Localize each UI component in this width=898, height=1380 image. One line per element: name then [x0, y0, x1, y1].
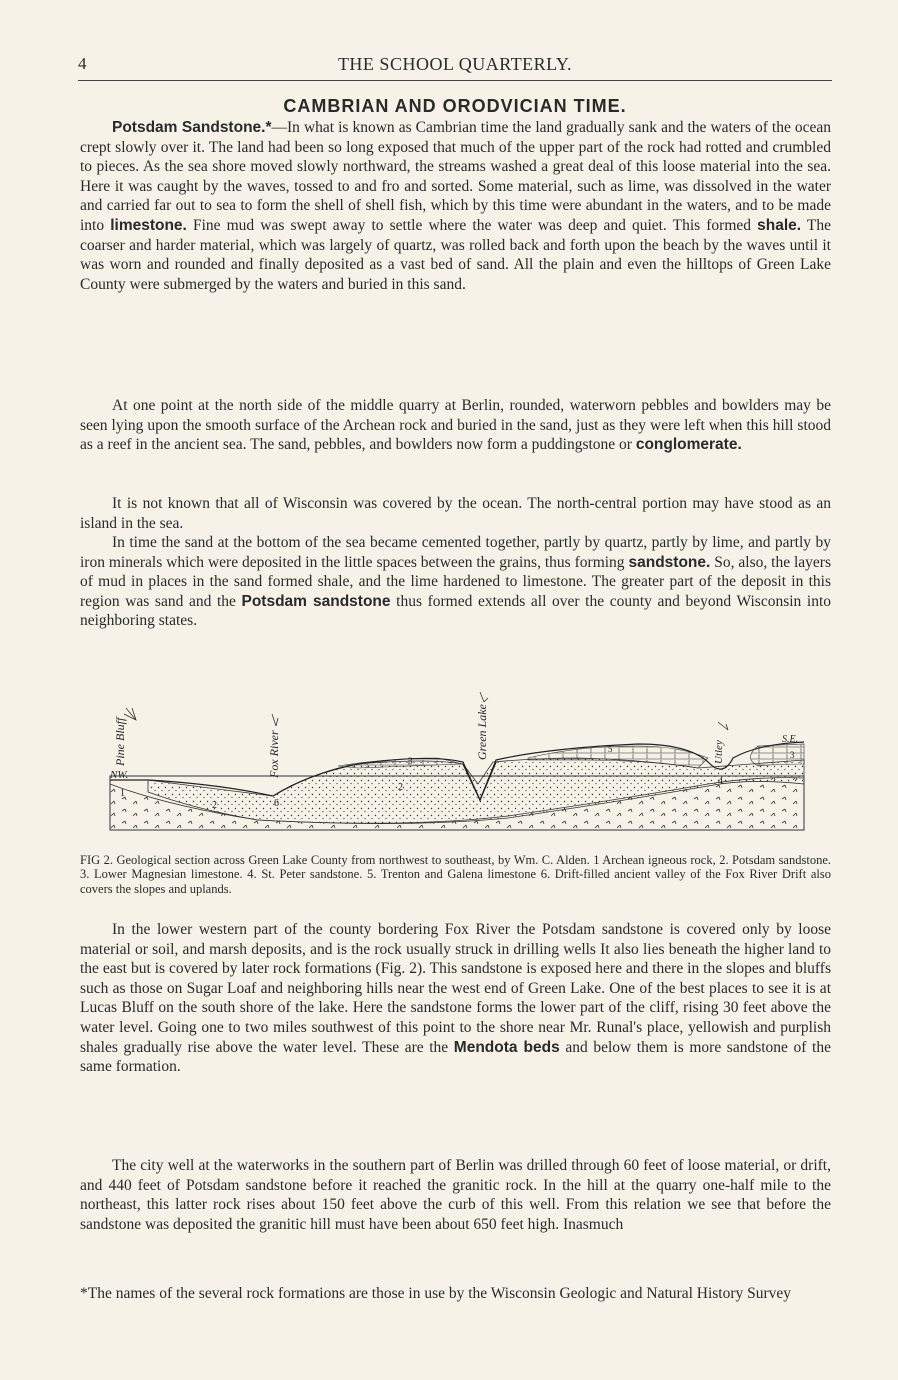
label-pine-bluff: Pine Bluff: [113, 717, 127, 766]
paragraph-text: Fine mud was swept away to settle where the water was deep and quiet. This formed: [186, 216, 758, 234]
paragraph-text: In time the sand at the bottom of the sea became cemented together, partly by quartz, partly by lime, and partly by iron minerals which were deposited in the little spaces between the grains, thus forming: [80, 534, 831, 571]
paragraph-berlin-quarry: [80, 396, 831, 455]
layer-number-5: 5: [608, 744, 613, 754]
paragraph-lower-western: [80, 920, 831, 1077]
paragraph-text: —In what is known as Cambrian time the land gradually sank and the waters of the ocean crept slowly over it. The land had been so long exposed that much of the upper part of the rock had rotted and crumbled to pieces. As the sea shore moved slowly northward, the streams washed a great deal of this loose material into the sea. Here it was caught by the waves, tossed to and fro and sorted. Some material, such as lime, was dissolved in the water and carried far out to sea to form the shell of shell fish, which by this time were abundant in the waters, and to be made into: [80, 119, 831, 234]
page-number: 4: [78, 54, 87, 73]
paragraph-text: and below them is more sandstone of the same formation.: [80, 1038, 831, 1076]
page-header: [78, 54, 832, 81]
paragraph-potsdam-sandstone: [80, 118, 831, 294]
layer-number-3: 3: [408, 756, 413, 766]
layer-number-2b: 2: [398, 782, 403, 793]
paragraph-wisconsin-island: It is not known that all of Wisconsin was covered by the ocean. The north-central portion may have stood as an island in the sea.: [80, 495, 831, 532]
trenton-limestone-layer: [751, 744, 805, 766]
green-lake-arrow: [480, 692, 488, 702]
section-title: CAMBRIAN AND ORODVICIAN TIME.: [283, 96, 627, 116]
figure-caption: FIG 2. Geological section across Green Lake County from northwest to southeast, by Wm. C. Alden. 1 Archean igneous rock, 2. Potsdam sandstone. 3. Lower Magnesian limestone. 4. St. Peter sandstone. 5. Trenton and Galena limestone 6. Drift-filled ancient valley of the Fox River Drift also covers the slopes and uplands.: [80, 853, 831, 896]
paragraph-sand-cemented: [80, 533, 831, 631]
term-shale: shale.: [757, 216, 802, 234]
term-sandstone: sandstone.: [628, 553, 711, 571]
layer-number-6: 6: [274, 798, 279, 809]
layer-number-4: 4: [718, 776, 723, 787]
footnote: *The names of the several rock formations are those in use by the Wisconsin Geologic and Natural History Survey: [80, 1285, 792, 1302]
label-utley: Utley: [713, 740, 725, 764]
label-fox-river: Fox River: [267, 730, 281, 778]
term-potsdam-sandstone: Potsdam Sandstone.*: [112, 119, 272, 136]
paragraph-text: thus formed extends all over the county and beyond Wisconsin into neighboring states.: [80, 592, 832, 630]
term-conglomerate: conglomerate.: [635, 436, 742, 454]
fox-river-arrow: [272, 714, 278, 726]
layer-number-3b: 3: [790, 750, 795, 760]
paragraph-text: So, also, the layers of mud in places in the sand formed shale, and the lime hardened to limestone. The greater part of the deposit in this region was sand and the: [80, 553, 831, 610]
term-limestone: limestone.: [110, 216, 187, 234]
layer-number-1: 1: [120, 788, 125, 799]
paragraph-city-well: The city well at the waterworks in the southern part of Berlin was drilled through 60 feet of loose material, or drift, and 440 feet of Potsdam sandstone before it reached the granitic rock. In the hill at the quarry one-half mile to the northeast, this latter rock rises about 150 feet above the curb of this well. From this relation we see that before the sandstone was deposited the granitic hill must have been about 650 feet high. Inasmuch: [80, 1157, 831, 1233]
paragraph-text: At one point at the north side of the middle quarry at Berlin, rounded, waterworn pebbles and bowlders may be seen lying upon the smooth surface of the Archean rock and buried in the sand, just as they were left when this hill stood as a reef in the ancient sea. The sand, pebbles, and bowlders now form a puddingstone or: [80, 397, 831, 454]
label-se: S.E.: [782, 734, 799, 745]
label-green-lake: Green Lake: [475, 704, 489, 760]
paragraph-text: In the lower western part of the county bordering Fox River the Potsdam sandstone is covered only by loose material or soil, and marsh deposits, and is the rock usually struck in drilling wells It also lies beneath the higher land to the east but is covered by later rock formations (Fig. 2). This sandstone is exposed here and there in the slopes and bluffs such as those on Sugar Loaf and neighboring hills near the west end of Green Lake. One of the best places to see it is at Lucas Bluff on the south shore of the lake. Here the sandstone forms the lower part of the cliff, rising 30 feet above the water level. Going one to two miles southwest of this point to the shore near Mr. Runal's place, yellowish and purplish shales gradually rise above the water level. These are the: [80, 921, 831, 1056]
utley-arrow: [718, 722, 728, 730]
term-potsdam-sandstone-2: Potsdam sandstone: [241, 592, 391, 610]
label-nw: NW.: [110, 769, 129, 781]
layer-number-2: 2: [212, 800, 217, 811]
paragraph-text: The coarser and harder material, which was largely of quartz, was rolled back and forth upon the beach by the waves until it was worn and rounded and finally deposited as a vast bed of sand. All the plain and even the hilltops of Green Lake County were submerged by the waters and buried in this sand.: [80, 216, 831, 293]
running-title: THE SCHOOL QUARTERLY.: [337, 54, 573, 74]
term-mendota-beds: Mendota beds: [453, 1038, 560, 1056]
geological-section-figure: [108, 688, 808, 834]
